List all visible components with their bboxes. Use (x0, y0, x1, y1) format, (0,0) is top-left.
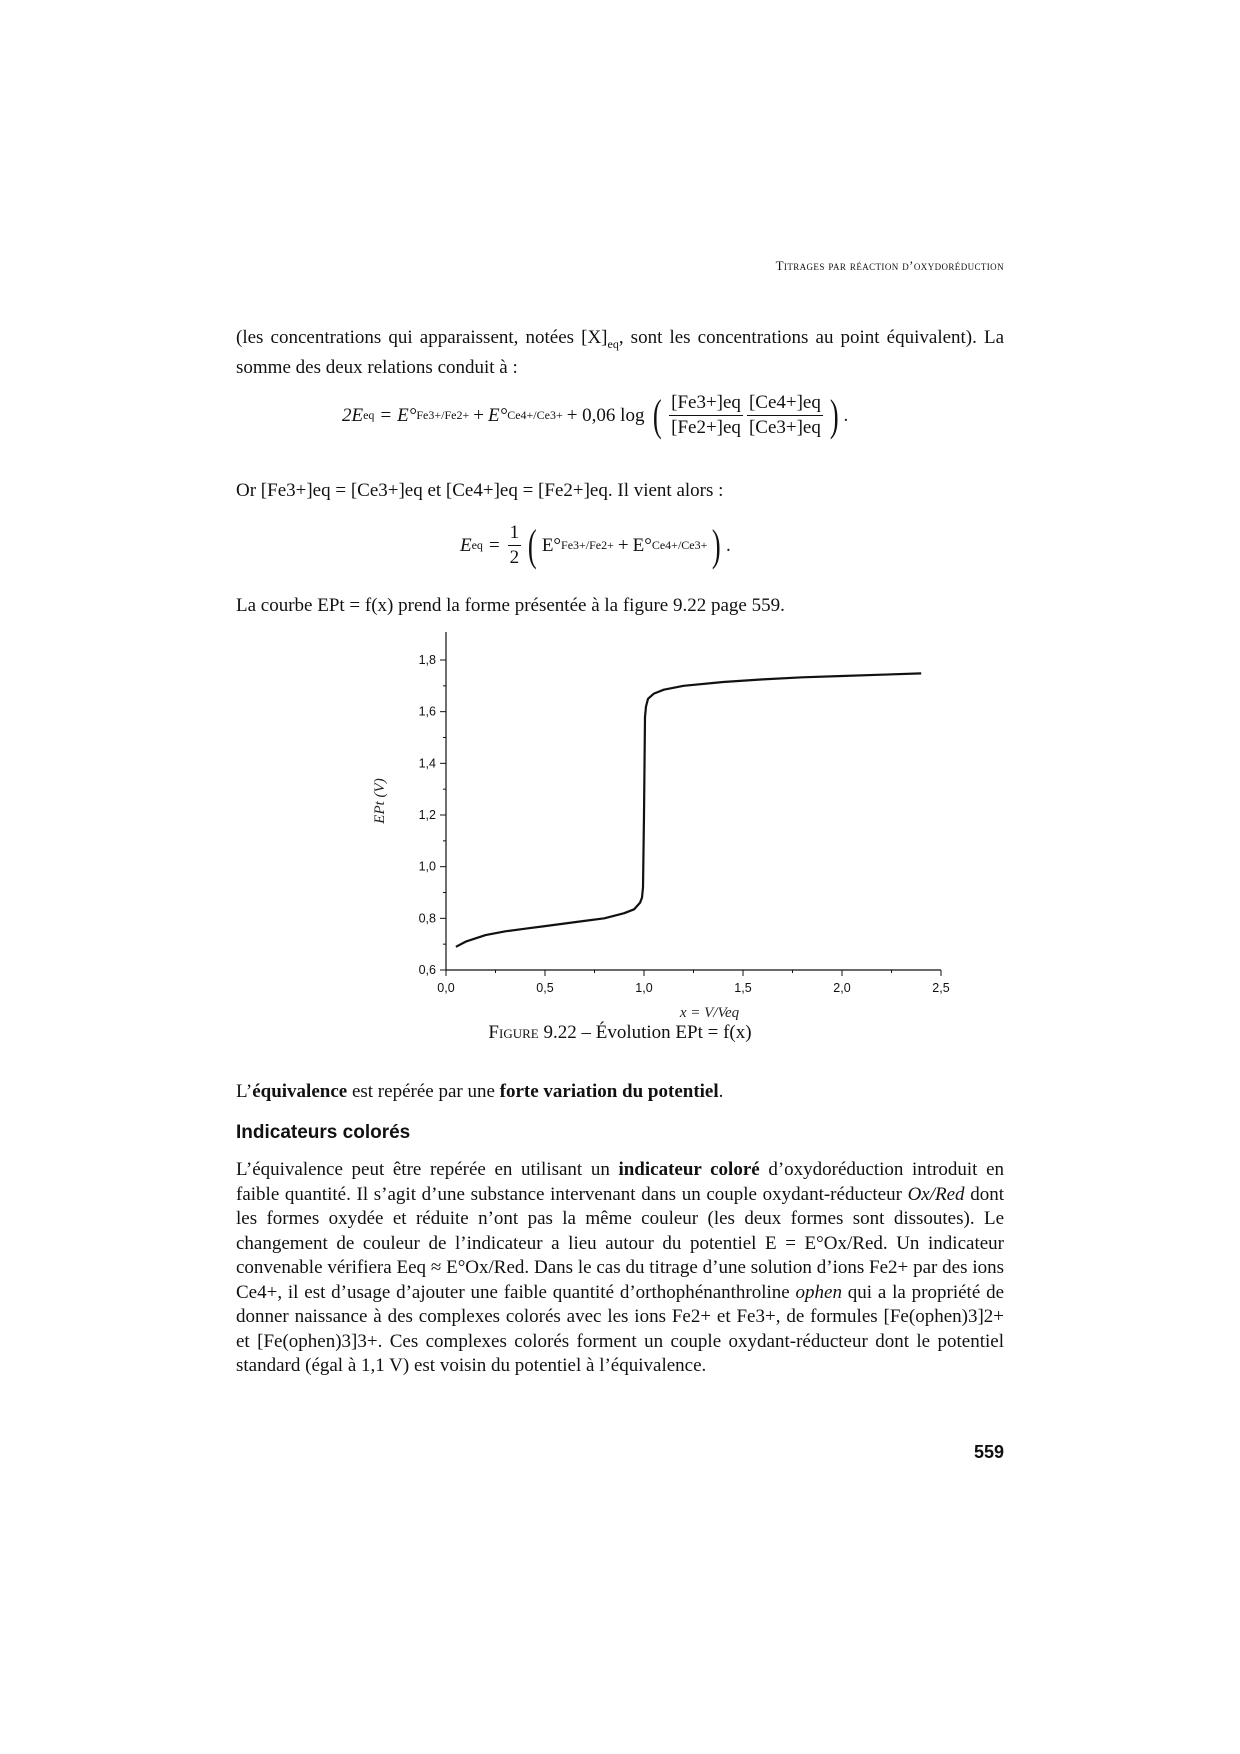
y-tick-label: 1,0 (418, 859, 436, 874)
eq1-e1-sub: Fe3+/Fe2+ (416, 408, 470, 422)
equiv-bold2: forte variation du potentiel (499, 1081, 719, 1102)
eq2-e1: E° (541, 534, 562, 556)
running-head: Titrages par réaction d’oxydoréduction (775, 258, 1004, 273)
x-tick-label: 0,5 (536, 981, 554, 995)
eq1-e2-sub: Ce4+/Ce3+ (507, 408, 563, 422)
equation-eeq (460, 522, 731, 569)
x-tick-label: 2,5 (932, 981, 950, 995)
y-tick-label: 1,2 (418, 808, 436, 822)
eq1-num2: [Ce4+]eq (747, 392, 823, 416)
ind-p4: qui a la propriété de donner naissance à des complexes colorés avec les ions Fe2+ et Fe3+, de formules [Fe(ophen)3]2+ et [Fe(ophen)3]3+. Ces complexes colorés forment un couple oxydant-réducteur dont le potentiel standard (égal à 1,1 V) est voisin du potentiel à l’équivalence. (236, 1281, 1005, 1376)
x-tick-label: 2,0 (833, 981, 851, 995)
eq1-lhs-sub: eq (363, 408, 375, 422)
x-tick-label: 1,5 (734, 981, 752, 995)
ind-i1: Ox/Red (907, 1183, 965, 1205)
x-tick-label: 0,0 (437, 981, 455, 995)
eq1-den1: [Fe2+]eq (671, 417, 741, 438)
eq2-e2-sub: Ce4+/Ce3+ (651, 538, 708, 552)
eq1-e2: E° (487, 404, 508, 426)
y-axis-label: EPt (V) (372, 778, 388, 824)
x-axis-label: x = V/Veq (679, 1005, 740, 1021)
x-tick-label: 1,0 (635, 981, 653, 995)
eq2-right-paren: ) (712, 520, 722, 570)
eq1-num1: [Fe3+]eq (669, 392, 743, 416)
ind-p1: L’équivalence peut être repérée en utilisant un (236, 1159, 619, 1180)
y-tick-label: 1,4 (418, 756, 436, 771)
eq1-lhs: 2E (342, 404, 364, 426)
y-tick-label: 1,8 (418, 653, 436, 667)
eq1-equals: = (380, 404, 392, 426)
titration-chart (336, 624, 1016, 1054)
series-line-ept (456, 673, 921, 946)
eq1-plus: + (473, 404, 484, 426)
ind-p3: dont les formes oxydée et réduite n’ont pas la même couleur (les deux formes sont dissoutes). Le changement de couleur de l’indicateur a lieu autour du potentiel E = E°Ox/Red. Un indicateur convenable vérifiera Eeq ≈ E°Ox/Red. Dans le cas du titrage d’une solution d’ions Fe2+ par des ions Ce4+, il est d’usage d’ajouter une faible quantité d’orthophénanthroline (236, 1183, 1004, 1303)
section-heading: Indicateurs colorés (236, 1122, 411, 1143)
eq2-den: 2 (509, 547, 520, 568)
eq2-plus: + (617, 534, 629, 556)
caption-label: Figure 9.22 (488, 1022, 577, 1043)
equivalence-line (236, 1080, 1004, 1105)
eq2-lhs-sub: eq (471, 538, 483, 552)
line-courbe: La courbe EPt = f(x) prend la forme présentée à la figure 9.22 page 559. (236, 595, 785, 616)
figure-caption (236, 1022, 1004, 1044)
eq1-fraction-fe (669, 392, 743, 439)
intro-text-2: , sont les concentrations au point équivalent). La somme des deux relations conduit à : (236, 327, 1005, 379)
eq2-end: . (726, 534, 731, 556)
line-or: Or [Fe3+]eq = [Ce3+]eq et [Ce4+]eq = [Fe2+]eq. Il vient alors : (236, 480, 724, 501)
eq2-num: 1 (508, 522, 522, 546)
eq2-e1-sub: Fe3+/Fe2+ (561, 538, 614, 552)
eq1-e1: E° (397, 404, 417, 426)
page (236, 0, 1004, 1754)
intro-sub-eq: eq (607, 336, 619, 351)
indicator-paragraph (236, 1158, 1004, 1379)
y-tick-label: 0,6 (418, 963, 436, 977)
page-number: 559 (973, 1442, 1004, 1462)
ind-i2: ophen (795, 1281, 842, 1303)
eq1-den2: [Ce3+]eq (748, 417, 821, 438)
equation-sum (342, 392, 848, 439)
equiv-pre: L’ (236, 1081, 253, 1102)
y-tick-label: 0,8 (418, 911, 436, 926)
equiv-end: . (718, 1081, 724, 1102)
ind-b1: indicateur coloré (618, 1159, 760, 1180)
eq1-fraction-ce (747, 392, 823, 439)
equiv-mid: est repérée par une (347, 1081, 500, 1102)
eq2-left-paren: ( (528, 520, 537, 570)
intro-text-1: (les concentrations qui apparaissent, notées [X] (236, 327, 608, 348)
equiv-bold1: équivalence (252, 1081, 348, 1102)
intro-paragraph (236, 326, 1004, 381)
eq2-lhs: E (460, 534, 472, 556)
eq1-right-paren: ) (829, 390, 839, 440)
caption-text: – Évolution EPt = f(x) (576, 1022, 752, 1043)
ind-p2: d’oxydoréduction introduit en faible quantité. Il s’agit d’une substance intervenant dans un couple oxydant-réducteur (236, 1159, 1005, 1205)
eq2-equals: = (488, 534, 500, 556)
y-tick-label: 1,6 (418, 704, 436, 719)
eq1-end: . (843, 404, 849, 426)
figure-titration-curve (336, 624, 1016, 1054)
eq2-e2: E° (632, 534, 652, 556)
eq1-left-paren: ( (653, 390, 663, 440)
eq2-half (508, 522, 522, 569)
eq1-log-term: + 0,06 log (566, 404, 645, 426)
